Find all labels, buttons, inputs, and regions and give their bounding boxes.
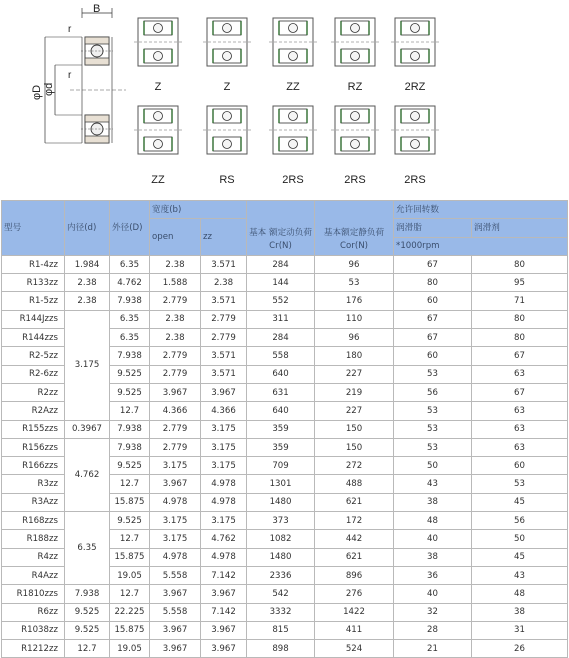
cell-speed-grease: 40 [394, 585, 472, 603]
cell-outer: 9.525 [110, 457, 150, 475]
cell-speed-grease: 50 [394, 457, 472, 475]
cell-inner: 3.175 [65, 310, 110, 420]
cell-speed-grease: 80 [394, 274, 472, 292]
variant-label: RS [219, 174, 235, 186]
variant-label: 2RS [344, 174, 366, 186]
table-row [2, 292, 568, 310]
dim-label-outer-d: φD [31, 84, 43, 100]
cell-dynamic-load: 284 [247, 255, 315, 273]
cell-static-load: 276 [315, 585, 394, 603]
cell-static-load: 150 [315, 438, 394, 456]
cell-inner: 6.35 [65, 512, 110, 585]
cell-speed-oil: 60 [472, 457, 568, 475]
cell-outer: 15.875 [110, 493, 150, 511]
cell-width-open: 3.967 [150, 640, 201, 658]
cell-speed-oil: 71 [472, 292, 568, 310]
cell-width-zz: 2.779 [201, 329, 247, 347]
cell-width-open: 2.38 [150, 255, 201, 273]
cell-outer: 12.7 [110, 585, 150, 603]
cell-speed-grease: 53 [394, 420, 472, 438]
cell-width-zz: 3.175 [201, 420, 247, 438]
cell-static-load: 180 [315, 347, 394, 365]
cell-outer: 22.225 [110, 603, 150, 621]
table-body [2, 255, 568, 658]
cell-speed-oil: 48 [472, 585, 568, 603]
header-inner-diameter: 内径(d) [65, 201, 110, 256]
cell-speed-oil: 67 [472, 347, 568, 365]
cell-outer: 7.938 [110, 347, 150, 365]
cell-dynamic-load: 1082 [247, 530, 315, 548]
cell-speed-grease: 53 [394, 365, 472, 383]
cell-speed-grease: 38 [394, 548, 472, 566]
variant-label: 2RS [404, 174, 426, 186]
cell-width-open: 5.558 [150, 566, 201, 584]
cell-width-open: 2.779 [150, 365, 201, 383]
cell-static-load: 272 [315, 457, 394, 475]
dim-label-b: B [93, 3, 101, 15]
cell-width-zz: 3.967 [201, 585, 247, 603]
cell-speed-grease: 60 [394, 292, 472, 310]
cell-width-open: 4.366 [150, 402, 201, 420]
cell-outer: 7.938 [110, 420, 150, 438]
cell-width-zz: 7.142 [201, 566, 247, 584]
cell-model: R2-6zz [2, 365, 65, 383]
cell-width-zz: 3.175 [201, 457, 247, 475]
table-row [2, 621, 568, 639]
cell-width-open: 3.967 [150, 475, 201, 493]
cell-width-zz: 3.571 [201, 347, 247, 365]
variant-row-top [134, 18, 439, 93]
header-static-load: 基本额定静负荷Cor(N) [315, 201, 394, 256]
variant-label: 2RS [282, 174, 304, 186]
dim-label-r-top: r [68, 24, 72, 35]
cell-width-zz: 3.967 [201, 640, 247, 658]
cell-inner: 4.762 [65, 438, 110, 511]
cell-width-open: 2.38 [150, 329, 201, 347]
cell-dynamic-load: 640 [247, 365, 315, 383]
header-width-open: open [150, 219, 201, 256]
cell-width-zz: 3.571 [201, 292, 247, 310]
cell-width-open: 2.779 [150, 347, 201, 365]
cell-width-open: 2.779 [150, 292, 201, 310]
cell-speed-oil: 26 [472, 640, 568, 658]
cell-width-zz: 3.967 [201, 383, 247, 401]
header-speed-oil: 润滑剂 [472, 219, 568, 237]
cell-width-open: 3.967 [150, 621, 201, 639]
cell-dynamic-load: 373 [247, 512, 315, 530]
cell-model: R6zz [2, 603, 65, 621]
cell-speed-grease: 48 [394, 512, 472, 530]
cell-dynamic-load: 2336 [247, 566, 315, 584]
cell-dynamic-load: 552 [247, 292, 315, 310]
cell-width-open: 5.558 [150, 603, 201, 621]
cell-static-load: 442 [315, 530, 394, 548]
cell-outer: 9.525 [110, 383, 150, 401]
cell-model: R4zz [2, 548, 65, 566]
cell-outer: 19.05 [110, 640, 150, 658]
cell-dynamic-load: 144 [247, 274, 315, 292]
cell-width-zz: 4.978 [201, 493, 247, 511]
variant-label: ZZ [151, 174, 165, 186]
cell-dynamic-load: 359 [247, 420, 315, 438]
variant-label: ZZ [286, 81, 300, 93]
cell-model: R144zzs [2, 329, 65, 347]
table-row [2, 603, 568, 621]
cross-section-drawing [31, 3, 126, 143]
cell-width-zz: 7.142 [201, 603, 247, 621]
cell-dynamic-load: 898 [247, 640, 315, 658]
cell-static-load: 176 [315, 292, 394, 310]
variant-label: 2RZ [404, 81, 426, 93]
header-width-zz: zz [201, 219, 247, 256]
cell-dynamic-load: 1301 [247, 475, 315, 493]
cell-width-zz: 3.571 [201, 255, 247, 273]
cell-inner: 2.38 [65, 274, 110, 292]
cell-model: R1038zz [2, 621, 65, 639]
cell-speed-grease: 67 [394, 255, 472, 273]
cell-speed-grease: 36 [394, 566, 472, 584]
table-row [2, 585, 568, 603]
cell-model: R166zzs [2, 457, 65, 475]
cell-width-zz: 4.762 [201, 530, 247, 548]
cell-speed-grease: 32 [394, 603, 472, 621]
cell-static-load: 150 [315, 420, 394, 438]
cell-speed-oil: 63 [472, 402, 568, 420]
cell-model: R2zz [2, 383, 65, 401]
header-speed: 允许回转数 [394, 201, 568, 219]
cell-static-load: 1422 [315, 603, 394, 621]
cell-dynamic-load: 815 [247, 621, 315, 639]
table-row [2, 512, 568, 530]
cell-inner: 9.525 [65, 603, 110, 621]
table-row [2, 255, 568, 273]
cell-model: R1-4zz [2, 255, 65, 273]
cell-speed-grease: 53 [394, 402, 472, 420]
cell-outer: 9.525 [110, 365, 150, 383]
cell-dynamic-load: 311 [247, 310, 315, 328]
bearing-diagram [0, 0, 569, 198]
cell-inner: 0.3967 [65, 420, 110, 438]
cell-speed-oil: 63 [472, 420, 568, 438]
cell-dynamic-load: 542 [247, 585, 315, 603]
cell-speed-oil: 56 [472, 512, 568, 530]
cell-outer: 7.938 [110, 292, 150, 310]
cell-model: R188zz [2, 530, 65, 548]
cell-static-load: 53 [315, 274, 394, 292]
cell-width-open: 3.967 [150, 585, 201, 603]
variant-row-bottom [134, 106, 439, 186]
cell-speed-grease: 38 [394, 493, 472, 511]
header-outer-diameter: 外径(D) [110, 201, 150, 256]
cell-speed-oil: 80 [472, 255, 568, 273]
dim-label-inner-d: φd [43, 82, 55, 96]
cell-model: R168zzs [2, 512, 65, 530]
cell-model: R133zz [2, 274, 65, 292]
cell-static-load: 227 [315, 365, 394, 383]
cell-inner: 9.525 [65, 621, 110, 639]
cell-speed-oil: 31 [472, 621, 568, 639]
cell-speed-grease: 21 [394, 640, 472, 658]
cell-dynamic-load: 709 [247, 457, 315, 475]
cell-model: R3zz [2, 475, 65, 493]
cell-width-open: 1.588 [150, 274, 201, 292]
variant-label: RZ [347, 81, 363, 93]
cell-dynamic-load: 631 [247, 383, 315, 401]
cell-dynamic-load: 1480 [247, 548, 315, 566]
cell-width-zz: 4.978 [201, 475, 247, 493]
cell-outer: 19.05 [110, 566, 150, 584]
cell-speed-oil: 80 [472, 329, 568, 347]
variant-label: Z [154, 81, 162, 93]
cell-width-open: 4.978 [150, 548, 201, 566]
cell-width-zz: 3.967 [201, 621, 247, 639]
cell-dynamic-load: 3332 [247, 603, 315, 621]
table-header [2, 201, 568, 256]
cell-outer: 15.875 [110, 548, 150, 566]
cell-width-open: 2.779 [150, 420, 201, 438]
cell-static-load: 524 [315, 640, 394, 658]
cell-static-load: 621 [315, 493, 394, 511]
cell-outer: 6.35 [110, 310, 150, 328]
cell-speed-grease: 40 [394, 530, 472, 548]
cell-width-open: 3.175 [150, 530, 201, 548]
cell-width-zz: 4.366 [201, 402, 247, 420]
cell-model: R2-5zz [2, 347, 65, 365]
header-width: 宽度(b) [150, 201, 247, 219]
cell-outer: 6.35 [110, 255, 150, 273]
cell-outer: 12.7 [110, 475, 150, 493]
dim-label-r-mid: r [68, 70, 72, 81]
cell-speed-oil: 53 [472, 475, 568, 493]
cell-inner: 7.938 [65, 585, 110, 603]
cell-speed-oil: 63 [472, 365, 568, 383]
cell-model: R1-5zz [2, 292, 65, 310]
cell-model: R1810zzs [2, 585, 65, 603]
cell-width-zz: 3.175 [201, 438, 247, 456]
cell-outer: 12.7 [110, 402, 150, 420]
cell-static-load: 621 [315, 548, 394, 566]
cell-speed-oil: 38 [472, 603, 568, 621]
header-speed-grease: 润滑脂 [394, 219, 472, 237]
cell-inner: 12.7 [65, 640, 110, 658]
cell-width-open: 3.175 [150, 457, 201, 475]
table-row [2, 310, 568, 328]
cell-width-open: 4.978 [150, 493, 201, 511]
table-row [2, 438, 568, 456]
cell-width-zz: 3.175 [201, 512, 247, 530]
cell-static-load: 219 [315, 383, 394, 401]
cell-model: R4Azz [2, 566, 65, 584]
cell-static-load: 96 [315, 329, 394, 347]
cell-dynamic-load: 1480 [247, 493, 315, 511]
cell-model: R155zzs [2, 420, 65, 438]
cell-speed-oil: 67 [472, 383, 568, 401]
cell-outer: 9.525 [110, 512, 150, 530]
cell-width-zz: 4.978 [201, 548, 247, 566]
cell-width-open: 2.779 [150, 438, 201, 456]
cell-speed-oil: 80 [472, 310, 568, 328]
cell-model: R3Azz [2, 493, 65, 511]
cell-model: R1212zz [2, 640, 65, 658]
cell-speed-oil: 50 [472, 530, 568, 548]
cell-speed-grease: 53 [394, 438, 472, 456]
cell-static-load: 227 [315, 402, 394, 420]
cell-static-load: 110 [315, 310, 394, 328]
cell-speed-oil: 45 [472, 548, 568, 566]
cell-speed-oil: 45 [472, 493, 568, 511]
cell-speed-grease: 67 [394, 310, 472, 328]
table-row [2, 420, 568, 438]
cell-model: R144Jzzs [2, 310, 65, 328]
cell-dynamic-load: 640 [247, 402, 315, 420]
cell-inner: 2.38 [65, 292, 110, 310]
cell-outer: 12.7 [110, 530, 150, 548]
cell-width-open: 3.175 [150, 512, 201, 530]
header-model: 型号 [2, 201, 65, 256]
cell-dynamic-load: 284 [247, 329, 315, 347]
table-row [2, 640, 568, 658]
cell-speed-oil: 43 [472, 566, 568, 584]
cell-outer: 15.875 [110, 621, 150, 639]
cell-width-zz: 2.38 [201, 274, 247, 292]
cell-speed-oil: 95 [472, 274, 568, 292]
cell-speed-grease: 67 [394, 329, 472, 347]
cell-outer: 4.762 [110, 274, 150, 292]
cell-speed-grease: 56 [394, 383, 472, 401]
cell-model: R156zzs [2, 438, 65, 456]
cell-static-load: 488 [315, 475, 394, 493]
cell-static-load: 96 [315, 255, 394, 273]
cell-width-zz: 2.779 [201, 310, 247, 328]
cell-dynamic-load: 359 [247, 438, 315, 456]
variant-label: Z [223, 81, 231, 93]
header-speed-unit: *1000rpm [394, 237, 568, 255]
bearing-spec-table [1, 200, 568, 658]
cell-outer: 7.938 [110, 438, 150, 456]
cell-speed-oil: 63 [472, 438, 568, 456]
cell-inner: 1.984 [65, 255, 110, 273]
cell-width-zz: 3.571 [201, 365, 247, 383]
cell-model: R2Azz [2, 402, 65, 420]
cell-speed-grease: 43 [394, 475, 472, 493]
cell-speed-grease: 60 [394, 347, 472, 365]
cell-speed-grease: 28 [394, 621, 472, 639]
cell-width-open: 2.38 [150, 310, 201, 328]
cell-static-load: 411 [315, 621, 394, 639]
cell-width-open: 3.967 [150, 383, 201, 401]
cell-static-load: 896 [315, 566, 394, 584]
cell-static-load: 172 [315, 512, 394, 530]
header-dynamic-load: 基本 额定动负荷 Cr(N) [247, 201, 315, 256]
cell-outer: 6.35 [110, 329, 150, 347]
cell-dynamic-load: 558 [247, 347, 315, 365]
table-row [2, 274, 568, 292]
